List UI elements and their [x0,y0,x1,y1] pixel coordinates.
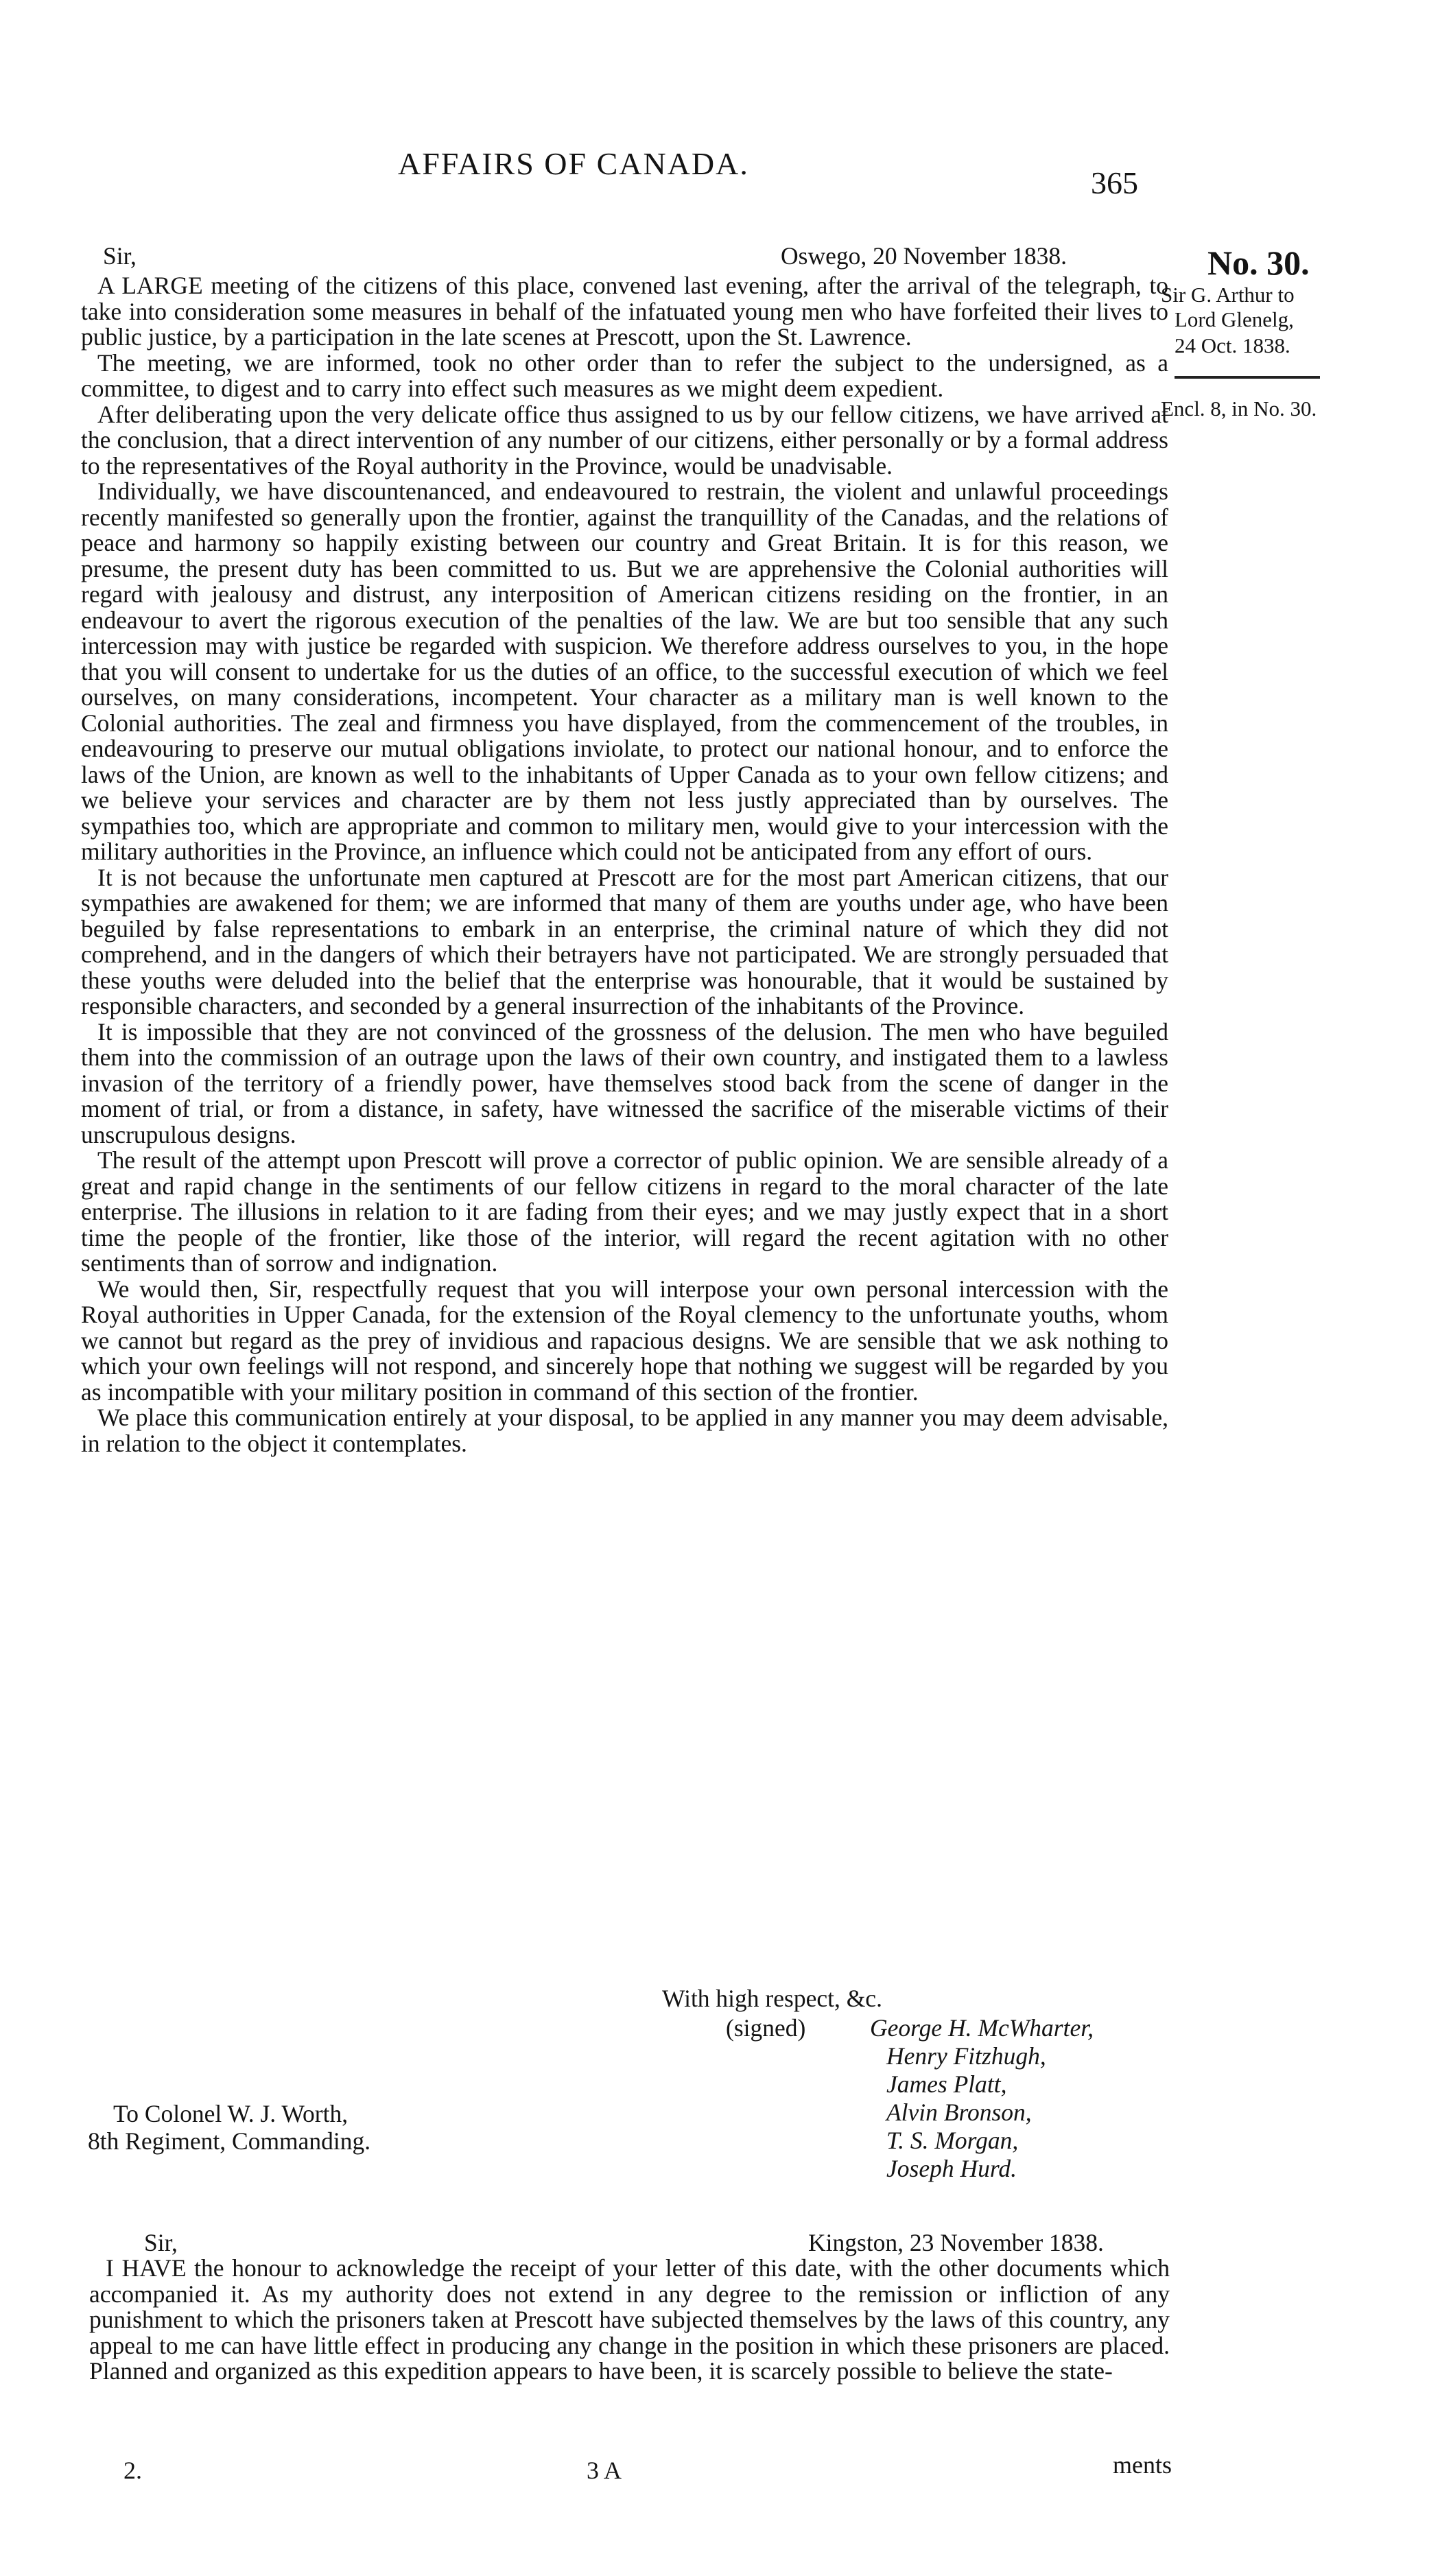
signatory-name: George H. McWharter, [870,2014,1094,2042]
signatory-name: Henry Fitzhugh, [886,2042,1046,2070]
letter1-place-date: Oswego, 20 November 1838. [781,242,1067,270]
letter2-place-date: Kingston, 23 November 1838. [808,2229,1104,2256]
letter1-paragraph: Individually, we have discountenanced, and endeavoured to restrain, the violent and unlawful proceedings recently manifested so generally upon the frontier, against the tranquillity of the Canadas, and the relations of peace and harmony so happily existing between our country and Great Britain. It is for this reason, we presume, the present duty has been committed to us. But we are apprehensive the Colonial authorities will regard with jealousy and distrust, any interposition of American citizens residing on the frontier, in an endeavour to avert the rigorous execution of the penalties of the law. We are but too sensible that any such intercession may with justice be regarded with suspicion. We therefore address ourselves to you, in the hope that you will consent to undertake for us the duties of an office, to the successful execution of which we feel ourselves, on many considerations, incompetent. Your character as a military man is well known to the Colonial authorities. The zeal and firmness you have displayed, from the commencement of the troubles, in endeavouring to preserve our mutual obligations inviolate, to protect our national honour, and to enforce the laws of the Union, are known as well to the inhabitants of Upper Canada as to your own fellow citizens; and we believe your services and character are by them not less justly appreciated than by ourselves. The sympathies too, which are appropriate and common to military men, would give to your intercession with the military authorities in the Province, an influence which could not be anticipated from any effort of ours. [81,477,1168,865]
signatory-name: James Platt, [886,2070,1007,2098]
page-number: 365 [1091,165,1138,200]
letter2-paragraph: I HAVE the honour to acknowledge the receipt of your letter of this date, with the other documents which accompanied it. As my authority does not extend in any degree to the remission or infliction of any punishment to which the prisoners taken at Prescott have subjected themselves by the laws of this country, any appeal to me can have little effect in producing any change in the position in which these prisoners are placed. Planned and organized as this expedition appears to have been, it is scarcely possible to believe the state- [89,2254,1170,2385]
signed-label: (signed) [726,2014,806,2042]
page-title: AFFAIRS OF CANADA. [398,146,749,181]
signatory-name: T. S. Morgan, [886,2127,1019,2154]
letter1-paragraph: After deliberating upon the very delicate office thus assigned to us by our fellow citizens, we have arrived at the conclusion, that a direct intervention of any number of our citizens, either personally or by a formal address to the representatives of the Royal authority in the Province, would be unadvisable. [81,400,1168,480]
letter1-body [81,273,1168,1456]
margin-note-to: Lord Glenelg, [1175,307,1294,331]
margin-note-date: 24 Oct. 1838. [1175,333,1290,357]
addressee-line: 8th Regiment, Commanding. [88,2127,371,2155]
letter1-paragraph: It is impossible that they are not convinced of the grossness of the delusion. The men who have beguiled them into the commission of an outrage upon the laws of their own country, and instigated them to a lawless invasion of the territory of a friendly power, have themselves stood back from the scene of danger in the moment of trial, or from a distance, in safety, have witnessed the sacrifice of the miserable victims of their unscrupulous designs. [81,1017,1168,1148]
margin-note-from: Sir G. Arthur to [1161,283,1295,307]
letter1-paragraph: The result of the attempt upon Prescott will prove a corrector of public opinion. We are sensible already of a great and rapid change in the sentiments of our fellow citizens in regard to the moral character of the late enterprise. The illusions in relation to it are fading from their eyes; and we may justly expect that in a short time the people of the frontier, like those of the interior, will regard the recent agitation with no other sentiments than of sorrow and indignation. [81,1146,1168,1277]
margin-rule [1175,376,1320,379]
signature-mark: 3 A [587,2457,622,2484]
document-number: No. 30. [1207,244,1310,282]
letter2-salutation: Sir, [144,2229,178,2256]
footer-number: 2. [123,2457,142,2484]
addressee-line: To Colonel W. J. Worth, [113,2100,349,2127]
letter2-body [89,2256,1170,2385]
letter1-salutation: Sir, [103,242,137,270]
letter1-paragraph: A LARGE meeting of the citizens of this place, convened last evening, after the arrival of the telegraph, to take into consideration some measures in behalf of the infatuated young men who have forfeited their lives to public justice, by a participation in the late scenes at Prescott, upon the St. Lawrence. [81,272,1168,351]
letter1-paragraph: The meeting, we are informed, took no other order than to refer the subject to the undersigned, as a committee, to digest and to carry into effect such measures as we might deem expedient. [81,348,1168,402]
margin-enclosure-note: Encl. 8, in No. 30. [1161,397,1317,421]
letter1-paragraph: It is not because the unfortunate men captured at Prescott are for the most part American citizens, that our sympathies are awakened for them; we are informed that many of them are youths under age, who have been beguiled by false representations to embark in an enterprise, the criminal nature of which they did not comprehend, and in the dangers of which their betrayers have not participated. We are strongly persuaded that these youths were deluded into the belief that the enterprise was honourable, that it would be sustained by responsible characters, and seconded by a general insurrection of the inhabitants of the Province. [81,863,1168,1019]
signatory-name: Alvin Bronson, [886,2099,1032,2126]
signatory-name: Joseph Hurd. [886,2155,1017,2182]
catchword: ments [1113,2451,1172,2479]
letter1-paragraph: We would then, Sir, respectfully request that you will interpose your own personal intercession with the Royal authorities in Upper Canada, for the extension of the Royal clemency to the unfortunate youths, whom we cannot but regard as the prey of invidious and rapacious designs. We are sensible that we ask nothing to which your own feelings will not respond, and sincerely hope that nothing we suggest will be regarded by you as incompatible with your military position in command of this section of the frontier. [81,1275,1168,1406]
letter1-closing: With high respect, &c. [662,1985,882,2012]
letter1-paragraph: We place this communication entirely at your disposal, to be applied in any manner you may deem advisable, in relation to the object it contemplates. [81,1404,1168,1457]
